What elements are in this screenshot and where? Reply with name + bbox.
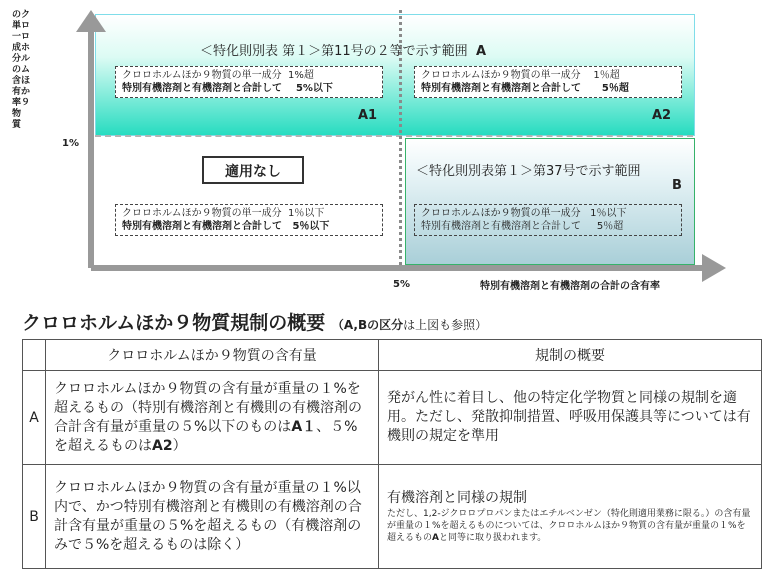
- section-title: クロロホルムほか９物質規制の概要: [22, 312, 326, 334]
- section-note: （A,Bの区分は上図も参照）: [331, 318, 488, 332]
- row-b-content: クロロホルムほか９物質の含有量が重量の１%以内で、かつ特別有機溶剤と有機則の有機溶剤の合計含有量が重量の５%を超えるもの（有機溶剤のみで５%を超えるものは除く）: [46, 465, 379, 569]
- y-axis-label-line: 含ほ: [12, 76, 31, 86]
- header-summary: 規制の概要: [379, 340, 762, 371]
- y-axis-tick-1pct: 1%: [62, 138, 79, 149]
- region-a-title: ＜特化則別表 第１＞第11号の２等で示す範囲 A: [200, 44, 487, 59]
- row-b-summary: [379, 465, 762, 569]
- table-row: [23, 465, 762, 569]
- y-axis-label-line: のク: [12, 10, 31, 20]
- y-axis-label-line: 率９: [12, 98, 31, 108]
- y-axis-label-line: 質: [12, 120, 22, 130]
- row-a-summary: 発がん性に着目し、他の特定化学物質と同様の規制を適用。ただし、発散抑制措置、呼吸用保護具等については有機則の規定を準用: [379, 371, 762, 465]
- y-axis-label-line: 物: [12, 109, 22, 119]
- x-axis-arrowhead: [702, 254, 726, 282]
- region-b-box: クロロホルムほか９物質の単一成分 1％以下 特別有機溶剤と有機溶剤と合計して 5％超: [414, 204, 682, 236]
- y-axis-label-line: 一ロ: [12, 32, 31, 42]
- y-axis-label: [4, 10, 58, 160]
- table-header-row: [23, 340, 762, 371]
- not-applicable-label: 適用なし: [202, 156, 304, 184]
- region-none-box: クロロホルムほか９物質の単一成分 1％以下 特別有機溶剤と有機溶剤と合計して 5％以下: [115, 204, 383, 236]
- y-axis-arrowhead: [76, 10, 106, 32]
- y-axis-label-line: 有か: [12, 87, 31, 97]
- row-b-summary-main: 有機溶剤と同様の規制: [387, 490, 527, 506]
- table-row: [23, 371, 762, 465]
- section-heading: [22, 308, 487, 335]
- row-b-key: B: [23, 465, 46, 569]
- regulation-summary-table: [22, 339, 762, 569]
- y-axis-label-line: 成ホ: [12, 43, 31, 53]
- y-axis-label-line: のム: [12, 65, 31, 75]
- y-axis-label-line: 単ロ: [12, 21, 31, 31]
- region-a1-tag: A1: [358, 108, 378, 123]
- region-a-letter: A: [475, 44, 487, 59]
- x-axis-label: 特別有機溶剤と有機溶剤の合計の含有率: [480, 281, 660, 292]
- region-a1-box: クロロホルムほか９物質の単一成分 1%超 特別有機溶剤と有機溶剤と合計して 5%以下: [115, 66, 383, 98]
- region-a2-box: クロロホルムほか９物質の単一成分 1％超 特別有機溶剤と有機溶剤と合計して 5％超: [414, 66, 682, 98]
- x-axis-tick-5pct: 5%: [393, 279, 410, 290]
- row-a-content: クロロホルムほか９物質の含有量が重量の１%を超えるもの（特別有機溶剤と有機則の有機溶剤の合計含有量が重量の５%以下のものはA１、５%を超えるものはA2）: [46, 371, 379, 465]
- y-axis-label-line: 分ル: [12, 54, 31, 64]
- region-b-letter: B: [672, 178, 682, 193]
- region-a2-tag: A2: [652, 108, 672, 123]
- row-b-summary-note: ただし、1,2-ジクロロプロパンまたはエチルベンゼン（特化則適用業務に限る。）の含有量が重量の１%を超えるものについては、クロロホルムほか９物質の含有量が重量の１%を超えるものAと同等に取り扱われます。: [387, 509, 751, 543]
- header-content: クロロホルムほか９物質の含有量: [46, 340, 379, 371]
- region-b-title: ＜特化則別表第１＞第37号で示す範囲: [416, 164, 641, 179]
- header-key: [23, 340, 46, 371]
- row-a-key: A: [23, 371, 46, 465]
